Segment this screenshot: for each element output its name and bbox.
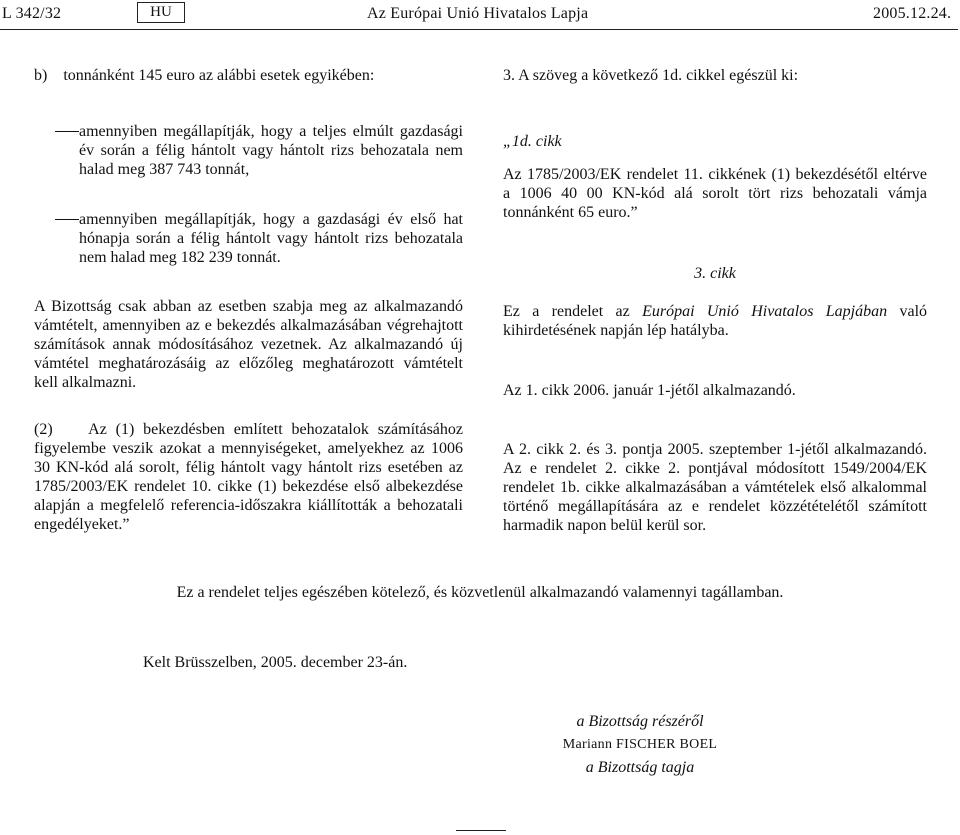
signature-block: [520, 710, 760, 779]
binding-text: Ez a rendelet teljes egészében kötelező, és közvetlenül alkalmazandó valamennyi tagállamban.: [176, 584, 784, 601]
signatory-role: a Bizottság tagja: [585, 759, 695, 776]
article-3-text: [503, 302, 927, 340]
em-dash-icon: [55, 131, 79, 132]
footnote-divider: [456, 830, 506, 831]
article-1d-body: [503, 165, 927, 222]
em-dash-icon: [55, 219, 79, 220]
signatory-name: Mariann FISCHER BOEL: [562, 737, 718, 752]
article-3: [503, 264, 927, 283]
item-3: [503, 66, 927, 85]
page-header: [0, 0, 960, 32]
page-reference: L 342/32: [2, 5, 62, 22]
dash-item-text: amennyiben megállapítják, hogy a teljes elmúlt gazdasági év során a félig hántolt vagy hántolt rizs behozatala nem halad meg 387 743 tonnát,: [79, 123, 463, 178]
dash-item-1: [34, 122, 463, 179]
article-3-body: [503, 302, 927, 340]
dash-item-text: amennyiben megállapítják, hogy a gazdasági év első hat hónapja során a félig hántolt vagy hántolt rizs behozatala nem halad meg 182 239 tonnát.: [79, 211, 463, 266]
article-1d-title: „1d. cikk: [503, 133, 562, 150]
article-3-text-pre: Ez a rendelet az: [503, 303, 643, 320]
application-2: [503, 440, 927, 535]
paragraph-text: (2) Az (1) bekezdésben említett behozatalok számításához figyelembe veszik azokat a mennyiségeket, amelyekhez az 1006 30 KN-kód alá sorolt, félig hántolt vagy hántolt rizs esetében az 1785/2003/EK rendelet 10. cikke (1) bekezdése első albekezdése alapján a megfelelő referencia-időszakra kiállították a behozatali engedélyeket.”: [34, 421, 463, 533]
header-divider: [0, 29, 958, 30]
paragraph-commission: [34, 297, 463, 392]
application-1: [503, 381, 927, 400]
item-3-text: 3. A szöveg a következő 1d. cikkel egészül ki:: [503, 67, 799, 84]
point-b-intro: b) tonnánként 145 euro az alábbi esetek egyikében:: [34, 67, 375, 84]
article-1d: [503, 132, 927, 151]
left-column: [34, 66, 463, 85]
journal-title: Az Európai Unió Hivatalos Lapja: [367, 5, 589, 22]
binding-statement: [0, 583, 960, 602]
application-2-text: A 2. cikk 2. és 3. pontja 2005. szeptember 1-jétől alkalmazandó. Az e rendelet 2. cikke 2. pontjával módosított 1549/2004/EK rendelet 1b. cikke alkalmazásában a vámtételek első alkalommal történő megállapítására az e rendelet közzétételétől számított harmadik napon belül kerül sor.: [503, 441, 927, 534]
paragraph-text: A Bizottság csak abban az esetben szabja meg az alkalmazandó vámtételt, amennyiben az e bekezdés alkalmazásában végrehajtott számítások annak módosításához vezetnek. Az alkalmazandó új vámtétel meghatározásáig az előzőleg meghatározott vámtételt kell alkalmazni.: [34, 298, 463, 391]
language-badge: HU: [137, 2, 185, 23]
place-date-text: Kelt Brüsszelben, 2005. december 23-án.: [143, 654, 408, 671]
article-3-text-italic: Európai Unió Hivatalos Lapjában: [642, 303, 888, 320]
dash-item-2: [34, 210, 463, 267]
article-3-title: 3. cikk: [694, 265, 736, 282]
article-1d-text: Az 1785/2003/EK rendelet 11. cikkének (1) bekezdésétől eltérve a 1006 40 00 KN-kód alá sorolt tört rizs behozatali vámja tonnánként 65 euro.”: [503, 166, 927, 221]
article-3-text-post: való kihirdetésének napján lép hatályba.: [503, 303, 928, 339]
paragraph-2: [34, 420, 463, 534]
dash-list: [34, 122, 463, 179]
place-date: [143, 653, 407, 672]
publication-date: 2005.12.24.: [873, 5, 952, 22]
dash-list-2: [34, 210, 463, 267]
signature-on-behalf: a Bizottság részéről: [576, 713, 704, 730]
application-1-text: Az 1. cikk 2006. január 1-jétől alkalmazandó.: [503, 382, 796, 399]
